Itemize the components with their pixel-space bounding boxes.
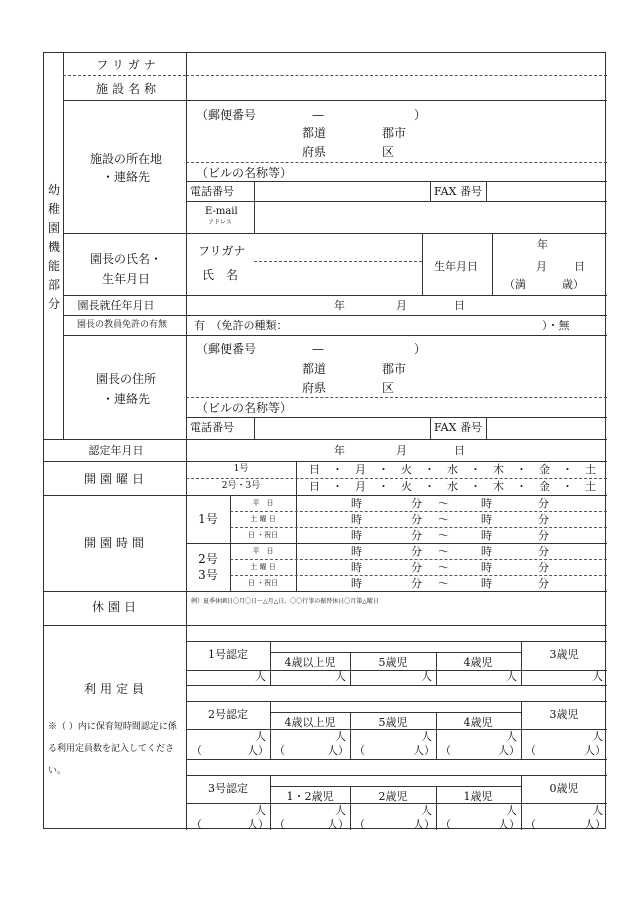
capacity-note-3: い。 <box>48 766 67 776</box>
location-tel-label: 電話番号 <box>190 185 234 198</box>
capacity-unit: 人 <box>421 670 432 683</box>
capacity-note-2: る利用定員数を記入してくださ <box>48 744 175 754</box>
hours-start-hour: 時 <box>351 561 362 574</box>
capacity-unit: 人 <box>335 670 346 683</box>
hours-end-hour: 時 <box>481 577 492 590</box>
capacity-paren-open: （ <box>354 818 365 831</box>
capacity-input[interactable] <box>352 805 418 817</box>
address-tel-label: 電話番号 <box>190 421 234 434</box>
capacity-unit: 人 <box>335 804 346 817</box>
open-hours-label: 開園時間 <box>83 536 149 550</box>
location-fax-field[interactable] <box>488 183 605 199</box>
hours-start-hour: 時 <box>351 545 362 558</box>
hours-tilde: ～ <box>438 513 449 526</box>
capacity-paren-close: 人） <box>247 818 269 831</box>
cert-col-header: 4歳以上児 <box>284 716 336 729</box>
hours-start-min: 分 <box>411 529 422 542</box>
hours-end-hour: 時 <box>481 529 492 542</box>
hours-start-hour: 時 <box>351 577 362 590</box>
cert-col-header: 1歳児 <box>463 790 493 803</box>
day-sep: ・ <box>378 463 389 476</box>
director-name-field[interactable] <box>256 263 420 293</box>
cert-date-day: 日 <box>454 444 465 457</box>
day-sep: ・ <box>470 480 481 493</box>
cert-label: 1号認定 <box>208 648 248 661</box>
director-age-open: （満 <box>504 278 526 291</box>
capacity-unit: 人 <box>506 730 517 743</box>
director-age-close: 歳） <box>562 278 584 291</box>
capacity-paren-close: 人） <box>327 818 349 831</box>
cert-date-year: 年 <box>334 444 345 457</box>
facility-furigana-label: フリガナ <box>96 58 160 72</box>
director-birth-year: 年 <box>537 238 548 251</box>
day-sep: ・ <box>562 463 573 476</box>
hours-end-min: 分 <box>538 529 549 542</box>
location-postal-dash: — <box>312 108 324 122</box>
capacity-paren-open: （ <box>191 818 202 831</box>
capacity-input[interactable] <box>352 731 418 743</box>
facility-name-label: 施設名称 <box>95 82 161 96</box>
capacity-paren-close: 人） <box>413 744 435 757</box>
location-city-a: 郡市 <box>382 126 407 140</box>
open-days-type-1: 1号 <box>233 464 249 474</box>
hours-end-hour: 時 <box>481 545 492 558</box>
capacity-paren-open: （ <box>191 744 202 757</box>
capacity-unit: 人 <box>592 730 603 743</box>
capacity-unit: 人 <box>506 670 517 683</box>
capacity-unit: 人 <box>592 670 603 683</box>
day-sep: ・ <box>332 480 343 493</box>
hours-tilde: ～ <box>438 497 449 510</box>
cert-label: 2号認定 <box>208 708 248 721</box>
open-hours-type-2: 2号 <box>198 552 218 566</box>
capacity-paren-open: （ <box>525 744 536 757</box>
capacity-unit: 人 <box>335 730 346 743</box>
cert-col-header: 5歳児 <box>378 716 408 729</box>
facility-name-field[interactable] <box>188 77 606 99</box>
director-birth-label: 生年月日 <box>434 260 478 273</box>
capacity-paren-close: 人） <box>498 744 520 757</box>
day-sep: ・ <box>562 480 573 493</box>
day-sep: ・ <box>332 463 343 476</box>
capacity-paren-close: 人） <box>327 744 349 757</box>
hours-start-hour: 時 <box>351 529 362 542</box>
holidays-field[interactable] <box>188 609 606 623</box>
hours-day-label: 日 ・祝日 <box>247 531 279 539</box>
day-1: 月 <box>355 480 366 493</box>
address-postal-close: ） <box>414 342 427 356</box>
capacity-paren-open: （ <box>354 744 365 757</box>
day-sep: ・ <box>424 480 435 493</box>
cert-label: 3号認定 <box>208 782 248 795</box>
appointment-month: 月 <box>396 299 407 312</box>
address-fax-field[interactable] <box>488 419 605 437</box>
day-2: 火 <box>401 480 412 493</box>
capacity-input[interactable] <box>189 805 252 817</box>
capacity-note-1: ※（ ）内に保育短時間認定に係 <box>48 722 177 732</box>
cert-col-header: 1・2歳児 <box>286 790 334 803</box>
director-birth-day: 日 <box>574 260 585 273</box>
capacity-input[interactable] <box>438 805 503 817</box>
day-sep: ・ <box>516 463 527 476</box>
location-building-label: （ビルの名称等） <box>196 166 293 180</box>
location-label-2: ・連絡先 <box>101 170 151 184</box>
address-pref-a: 都道 <box>302 362 327 376</box>
capacity-unit: 人 <box>506 804 517 817</box>
hours-tilde: ～ <box>438 577 449 590</box>
capacity-unit: 人 <box>421 804 432 817</box>
hours-day-label: 土 曜 日 <box>250 515 276 523</box>
cert-col-header: 3歳児 <box>549 648 579 661</box>
address-label: 園長の住所 <box>95 372 157 386</box>
day-sep: ・ <box>424 463 435 476</box>
location-email-field[interactable] <box>256 203 605 231</box>
license-has: 有 （免許の種類： <box>194 319 288 332</box>
hours-tilde: ～ <box>438 545 449 558</box>
capacity-input[interactable] <box>523 805 589 817</box>
open-days-label: 開園曜日 <box>83 472 149 486</box>
capacity-unit: 人 <box>255 670 266 683</box>
hours-day-label: 平 日 <box>252 547 274 555</box>
location-pref-b: 府県 <box>302 145 327 159</box>
address-building-label: （ビルの名称等） <box>196 401 293 415</box>
holidays-example: 例）夏季休園日〇月〇日～△月△日、〇〇行事の振替休日〇月第△曜日 <box>191 598 379 605</box>
day-6: 土 <box>585 480 596 493</box>
cert-date-label: 認定年月日 <box>88 444 144 457</box>
capacity-input[interactable] <box>352 671 418 683</box>
location-postal-close: ） <box>414 108 427 122</box>
day-5: 金 <box>539 463 550 476</box>
location-email-label: E-mail <box>205 206 238 217</box>
capacity-unit: 人 <box>421 730 432 743</box>
kindergarten-form <box>43 52 606 829</box>
license-none: ）・無 <box>542 319 570 332</box>
capacity-paren-open: （ <box>274 818 285 831</box>
director-birth-month: 月 <box>536 260 547 273</box>
capacity-paren-open: （ <box>525 818 536 831</box>
capacity-paren-close: 人） <box>584 818 606 831</box>
address-label-2: ・連絡先 <box>101 392 151 406</box>
location-label: 施設の所在地 <box>89 152 163 166</box>
hours-start-min: 分 <box>411 513 422 526</box>
cert-col-header: 4歳児 <box>463 656 493 669</box>
capacity-input[interactable] <box>189 731 252 743</box>
location-postal-label: （郵便番号 <box>196 108 257 122</box>
capacity-input[interactable] <box>523 731 589 743</box>
location-city-b: 区 <box>382 145 395 159</box>
hours-day-label: 日 ・祝日 <box>247 579 279 587</box>
hours-day-label: 土 曜 日 <box>250 563 276 571</box>
open-hours-type-1: 1号 <box>198 512 218 526</box>
cert-col-header: 5歳児 <box>378 656 408 669</box>
capacity-paren-close: 人） <box>413 818 435 831</box>
hours-start-min: 分 <box>411 497 422 510</box>
hours-end-hour: 時 <box>481 513 492 526</box>
facility-furigana-field[interactable] <box>188 55 606 73</box>
day-sep: ・ <box>516 480 527 493</box>
cert-col-header: 4歳以上児 <box>284 656 336 669</box>
director-label: 園長の氏名・ <box>89 252 163 266</box>
capacity-label: 利用定員 <box>83 682 149 696</box>
address-pref-b: 府県 <box>302 381 327 395</box>
section-divider <box>63 53 64 439</box>
address-tel-field[interactable] <box>256 419 428 437</box>
hours-end-min: 分 <box>538 561 549 574</box>
holidays-label: 休園日 <box>91 600 141 614</box>
capacity-unit: 人 <box>592 804 603 817</box>
cert-col-header: 3歳児 <box>549 708 579 721</box>
day-6: 土 <box>585 463 596 476</box>
hours-end-hour: 時 <box>481 561 492 574</box>
label-divider <box>186 53 187 830</box>
capacity-paren-close: 人） <box>498 818 520 831</box>
cert-date-month: 月 <box>396 444 407 457</box>
hours-start-hour: 時 <box>351 497 362 510</box>
hours-end-min: 分 <box>538 545 549 558</box>
appointment-day: 日 <box>454 299 465 312</box>
hours-end-min: 分 <box>538 497 549 510</box>
director-furigana-label: フリガナ <box>198 244 246 258</box>
open-days-type-23: 2号・3号 <box>221 481 261 491</box>
capacity-input[interactable] <box>272 805 332 817</box>
open-hours-type-3: 3号 <box>198 568 218 582</box>
hours-day-label: 平 日 <box>252 499 274 507</box>
capacity-input[interactable] <box>272 731 332 743</box>
address-postal-dash: — <box>312 342 324 356</box>
day-5: 金 <box>539 480 550 493</box>
location-email-kana: アドレス <box>208 219 232 226</box>
capacity-paren-open: （ <box>274 744 285 757</box>
day-4: 木 <box>493 463 504 476</box>
capacity-paren-open: （ <box>440 744 451 757</box>
license-label: 園長の教員免許の有無 <box>76 320 168 330</box>
day-sep: ・ <box>378 480 389 493</box>
location-pref-a: 都道 <box>302 126 327 140</box>
capacity-input[interactable] <box>438 671 503 683</box>
capacity-input[interactable] <box>189 671 252 683</box>
address-postal-label: （郵便番号 <box>196 342 257 356</box>
location-fax-label: FAX 番号 <box>434 185 482 198</box>
director-name-label: 氏 名 <box>202 268 239 282</box>
cert-col-header: 2歳児 <box>378 790 408 803</box>
cert-col-header: 0歳児 <box>549 782 579 795</box>
section-title: 幼稚園機能部分 <box>48 183 61 311</box>
hours-start-min: 分 <box>411 545 422 558</box>
address-fax-label: FAX 番号 <box>434 421 482 434</box>
hours-start-hour: 時 <box>351 513 362 526</box>
capacity-input[interactable] <box>523 671 589 683</box>
address-city-b: 区 <box>382 381 395 395</box>
hours-end-min: 分 <box>538 577 549 590</box>
capacity-paren-open: （ <box>440 818 451 831</box>
day-0: 日 <box>309 480 320 493</box>
location-tel-field[interactable] <box>256 183 428 199</box>
capacity-paren-close: 人） <box>247 744 269 757</box>
hours-tilde: ～ <box>438 529 449 542</box>
hours-start-min: 分 <box>411 577 422 590</box>
day-4: 木 <box>493 480 504 493</box>
day-3: 水 <box>447 480 458 493</box>
director-label-2: 生年月日 <box>101 272 151 286</box>
cert-col-header: 4歳児 <box>463 716 493 729</box>
capacity-unit: 人 <box>255 730 266 743</box>
appointment-label: 園長就任年月日 <box>77 299 155 312</box>
day-0: 日 <box>309 463 320 476</box>
day-sep: ・ <box>470 463 481 476</box>
hours-end-min: 分 <box>538 513 549 526</box>
hours-end-hour: 時 <box>481 497 492 510</box>
appointment-year: 年 <box>334 299 345 312</box>
day-3: 水 <box>447 463 458 476</box>
capacity-paren-close: 人） <box>584 744 606 757</box>
capacity-input[interactable] <box>272 671 332 683</box>
hours-tilde: ～ <box>438 561 449 574</box>
director-furigana-field[interactable] <box>256 235 420 259</box>
day-1: 月 <box>355 463 366 476</box>
hours-start-min: 分 <box>411 561 422 574</box>
capacity-unit: 人 <box>255 804 266 817</box>
day-2: 火 <box>401 463 412 476</box>
address-city-a: 郡市 <box>382 362 407 376</box>
capacity-input[interactable] <box>438 731 503 743</box>
